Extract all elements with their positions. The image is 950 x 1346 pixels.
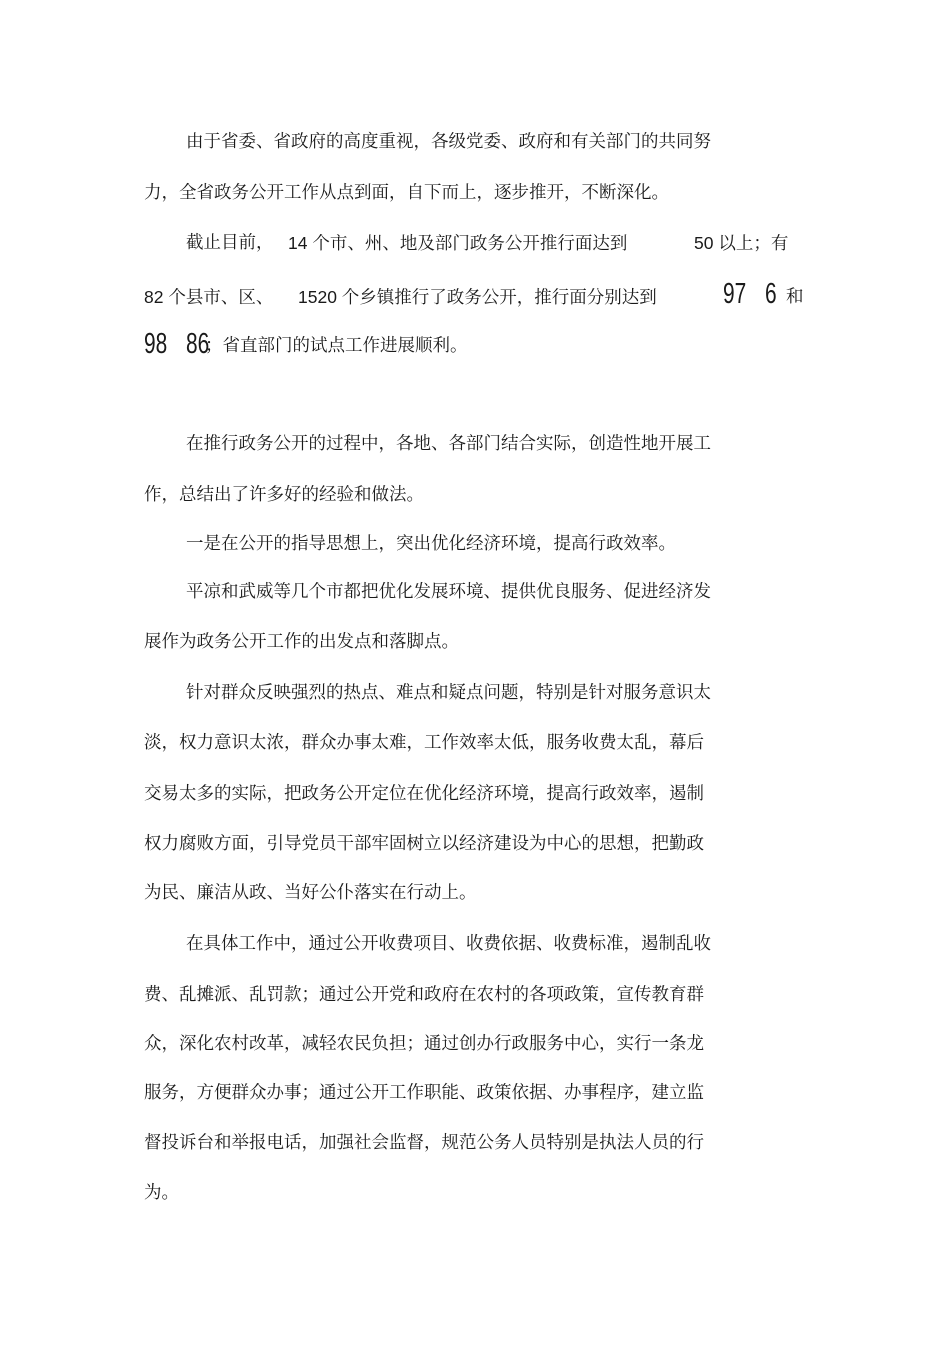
- percentage-98: 98: [144, 328, 168, 360]
- paragraph-3-line-2: 作，总结出了许多好的经验和做法。: [144, 485, 424, 505]
- paragraph-3-line-1: 在推行政务公开的过程中，各地、各部门结合实际，创造性地开展工: [186, 434, 711, 454]
- paragraph-7-line-3: 众，深化农村改革，减轻农民负担；通过创办行政服务中心，实行一条龙: [144, 1034, 704, 1054]
- paragraph-7-line-5: 督投诉台和举报电话，加强社会监督，规范公务人员特别是执法人员的行: [144, 1133, 704, 1153]
- paragraph-2-line-2b: 1520 个乡镇推行了政务公开，推行面分别达到: [298, 287, 657, 307]
- paragraph-2-line-1b: 14 个市、州、地及部门政务公开推行面达到: [288, 233, 628, 253]
- percentage-6: 6: [765, 278, 777, 310]
- paragraph-7-line-1: 在具体工作中，通过公开收费项目、收费依据、收费标准，遏制乱收: [186, 934, 711, 954]
- paragraph-5-line-2: 展作为政务公开工作的出发点和落脚点。: [144, 632, 459, 652]
- paragraph-6-line-3: 交易太多的实际，把政务公开定位在优化经济环境，提高行政效率，遏制: [144, 784, 704, 804]
- paragraph-1-line-2: 力，全省政务公开工作从点到面，自下而上，逐步推开，不断深化。: [144, 183, 669, 203]
- paragraph-2-line-2a: 82 个县市、区、: [144, 287, 274, 307]
- percentage-97: 97: [723, 278, 747, 310]
- paragraph-6-line-1: 针对群众反映强烈的热点、难点和疑点问题，特别是针对服务意识太: [186, 683, 711, 703]
- paragraph-6-line-2: 淡，权力意识太浓，群众办事太难，工作效率太低，服务收费太乱，幕后: [144, 733, 704, 753]
- paragraph-7-line-2: 费、乱摊派、乱罚款；通过公开党和政府在农村的各项政策，宣传教育群: [144, 985, 704, 1005]
- paragraph-7-line-4: 服务，方便群众办事；通过公开工作职能、政策依据、办事程序，建立监: [144, 1083, 704, 1103]
- paragraph-1-line-1: 由于省委、省政府的高度重视，各级党委、政府和有关部门的共同努: [186, 132, 711, 152]
- paragraph-6-line-4: 权力腐败方面，引导党员干部牢固树立以经济建设为中心的思想，把勤政: [144, 834, 704, 854]
- paragraph-7-line-6: 为。: [144, 1183, 179, 1203]
- paragraph-5-line-1: 平凉和武威等几个市都把优化发展环境、提供优良服务、促进经济发: [186, 582, 711, 602]
- paragraph-2-line-1c: 50 以上；有: [694, 233, 789, 253]
- percentage-86: 86: [186, 328, 210, 360]
- paragraph-6-line-5: 为民、廉洁从政、当好公仆落实在行动上。: [144, 883, 477, 903]
- paragraph-2-line-1a: 截止目前，: [186, 233, 274, 253]
- paragraph-4-line-1: 一是在公开的指导思想上，突出优化经济环境，提高行政效率。: [186, 534, 676, 554]
- paragraph-2-line-2-tail: 和: [786, 287, 804, 307]
- paragraph-2-line-3-tail: ；省直部门的试点工作进展顺利。: [205, 336, 468, 356]
